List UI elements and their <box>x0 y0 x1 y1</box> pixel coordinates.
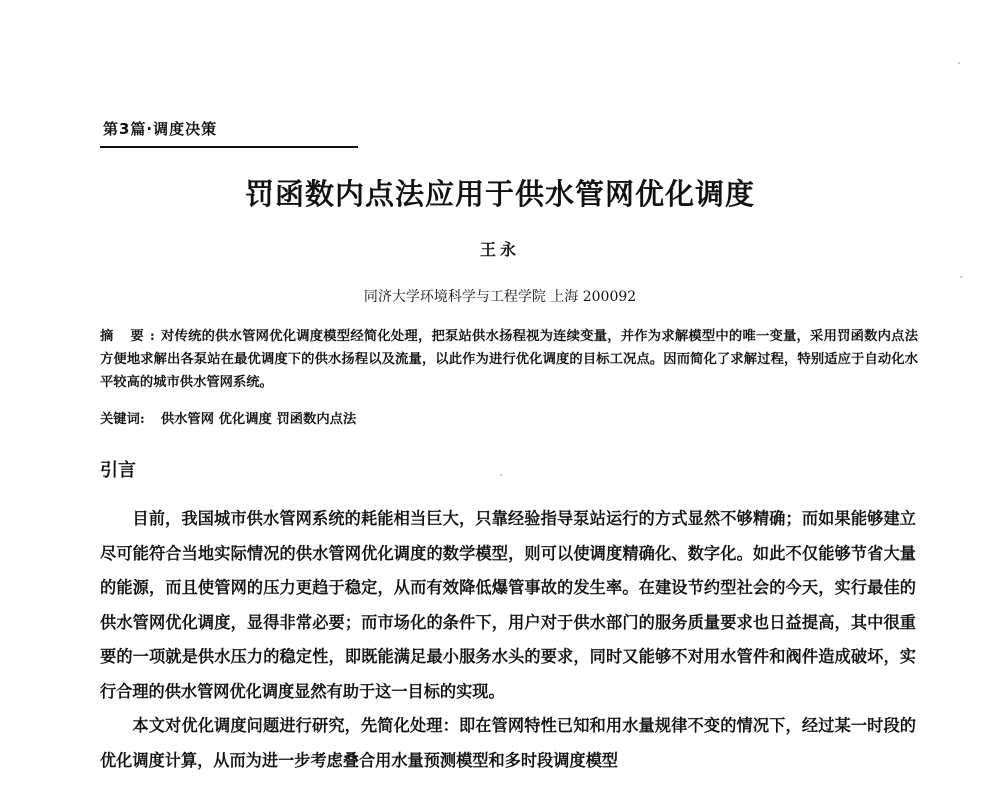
intro-paragraph: 目前，我国城市供水管网系统的耗能相当巨大，只靠经验指导泵站运行的方式显然不够精确；而如果能够建立尽可能符合当地实际情况的供水管网优化调度的数学模型，则可以使调度精确化、数字化。如此不仅能够节省大量的能源，而且使管网的压力更趋于稳定，从而有效降低爆管事故的发生率。在建设节约型社会的今天，实行最佳的供水管网优化调度，显得非常必要；而市场化的条件下，用户对于供水部门的服务质量要求也日益提高，其中很重要的一项就是供水压力的稳定性，即既能满足最小服务水头的要求，同时又能够不对用水管件和阀件造成破坏，实行合理的供水管网优化调度显然有助于这一目标的实现。 <box>100 509 916 701</box>
paper-title: 罚函数内点法应用于供水管网优化调度 <box>244 177 755 211</box>
author-name: 王永 <box>479 240 520 259</box>
intro-heading: 引言 <box>100 460 136 481</box>
abstract <box>100 325 918 394</box>
intro-paragraph: 本文对优化调度问题进行研究，先简化处理：即在管网特性已知和用水量规律不变的情况下，经过某一时段的优化调度计算，从而为进一步考虑叠合用水量预测模型和多时段调度模型 <box>100 716 916 770</box>
abstract-text: 对传统的供水管网优化调度模型经简化处理，把泵站供水扬程视为连续变量，并作为求解模型中的唯一变量，采用罚函数内点法方便地求解出各泵站在最优调度下的供水扬程以及流量，以此作为进行优化调度的目标工况点。因而简化了求解过程，特别适应于自动化水平较高的城市供水管网系统。 <box>100 329 918 390</box>
section-heading: 第3篇·调度决策 <box>103 120 218 138</box>
scan-speck <box>958 62 960 64</box>
scan-speck <box>960 276 962 278</box>
abstract-label: 摘 要: <box>100 329 161 344</box>
author-affiliation: 同济大学环境科学与工程学院 上海 200092 <box>363 289 637 305</box>
keywords <box>100 408 356 427</box>
intro-body <box>100 502 916 778</box>
section-rule <box>100 146 358 148</box>
keywords-text: 供水管网 优化调度 罚函数内点法 <box>160 412 357 427</box>
keywords-label: 关键词: <box>100 412 145 427</box>
scan-speck <box>500 474 502 476</box>
